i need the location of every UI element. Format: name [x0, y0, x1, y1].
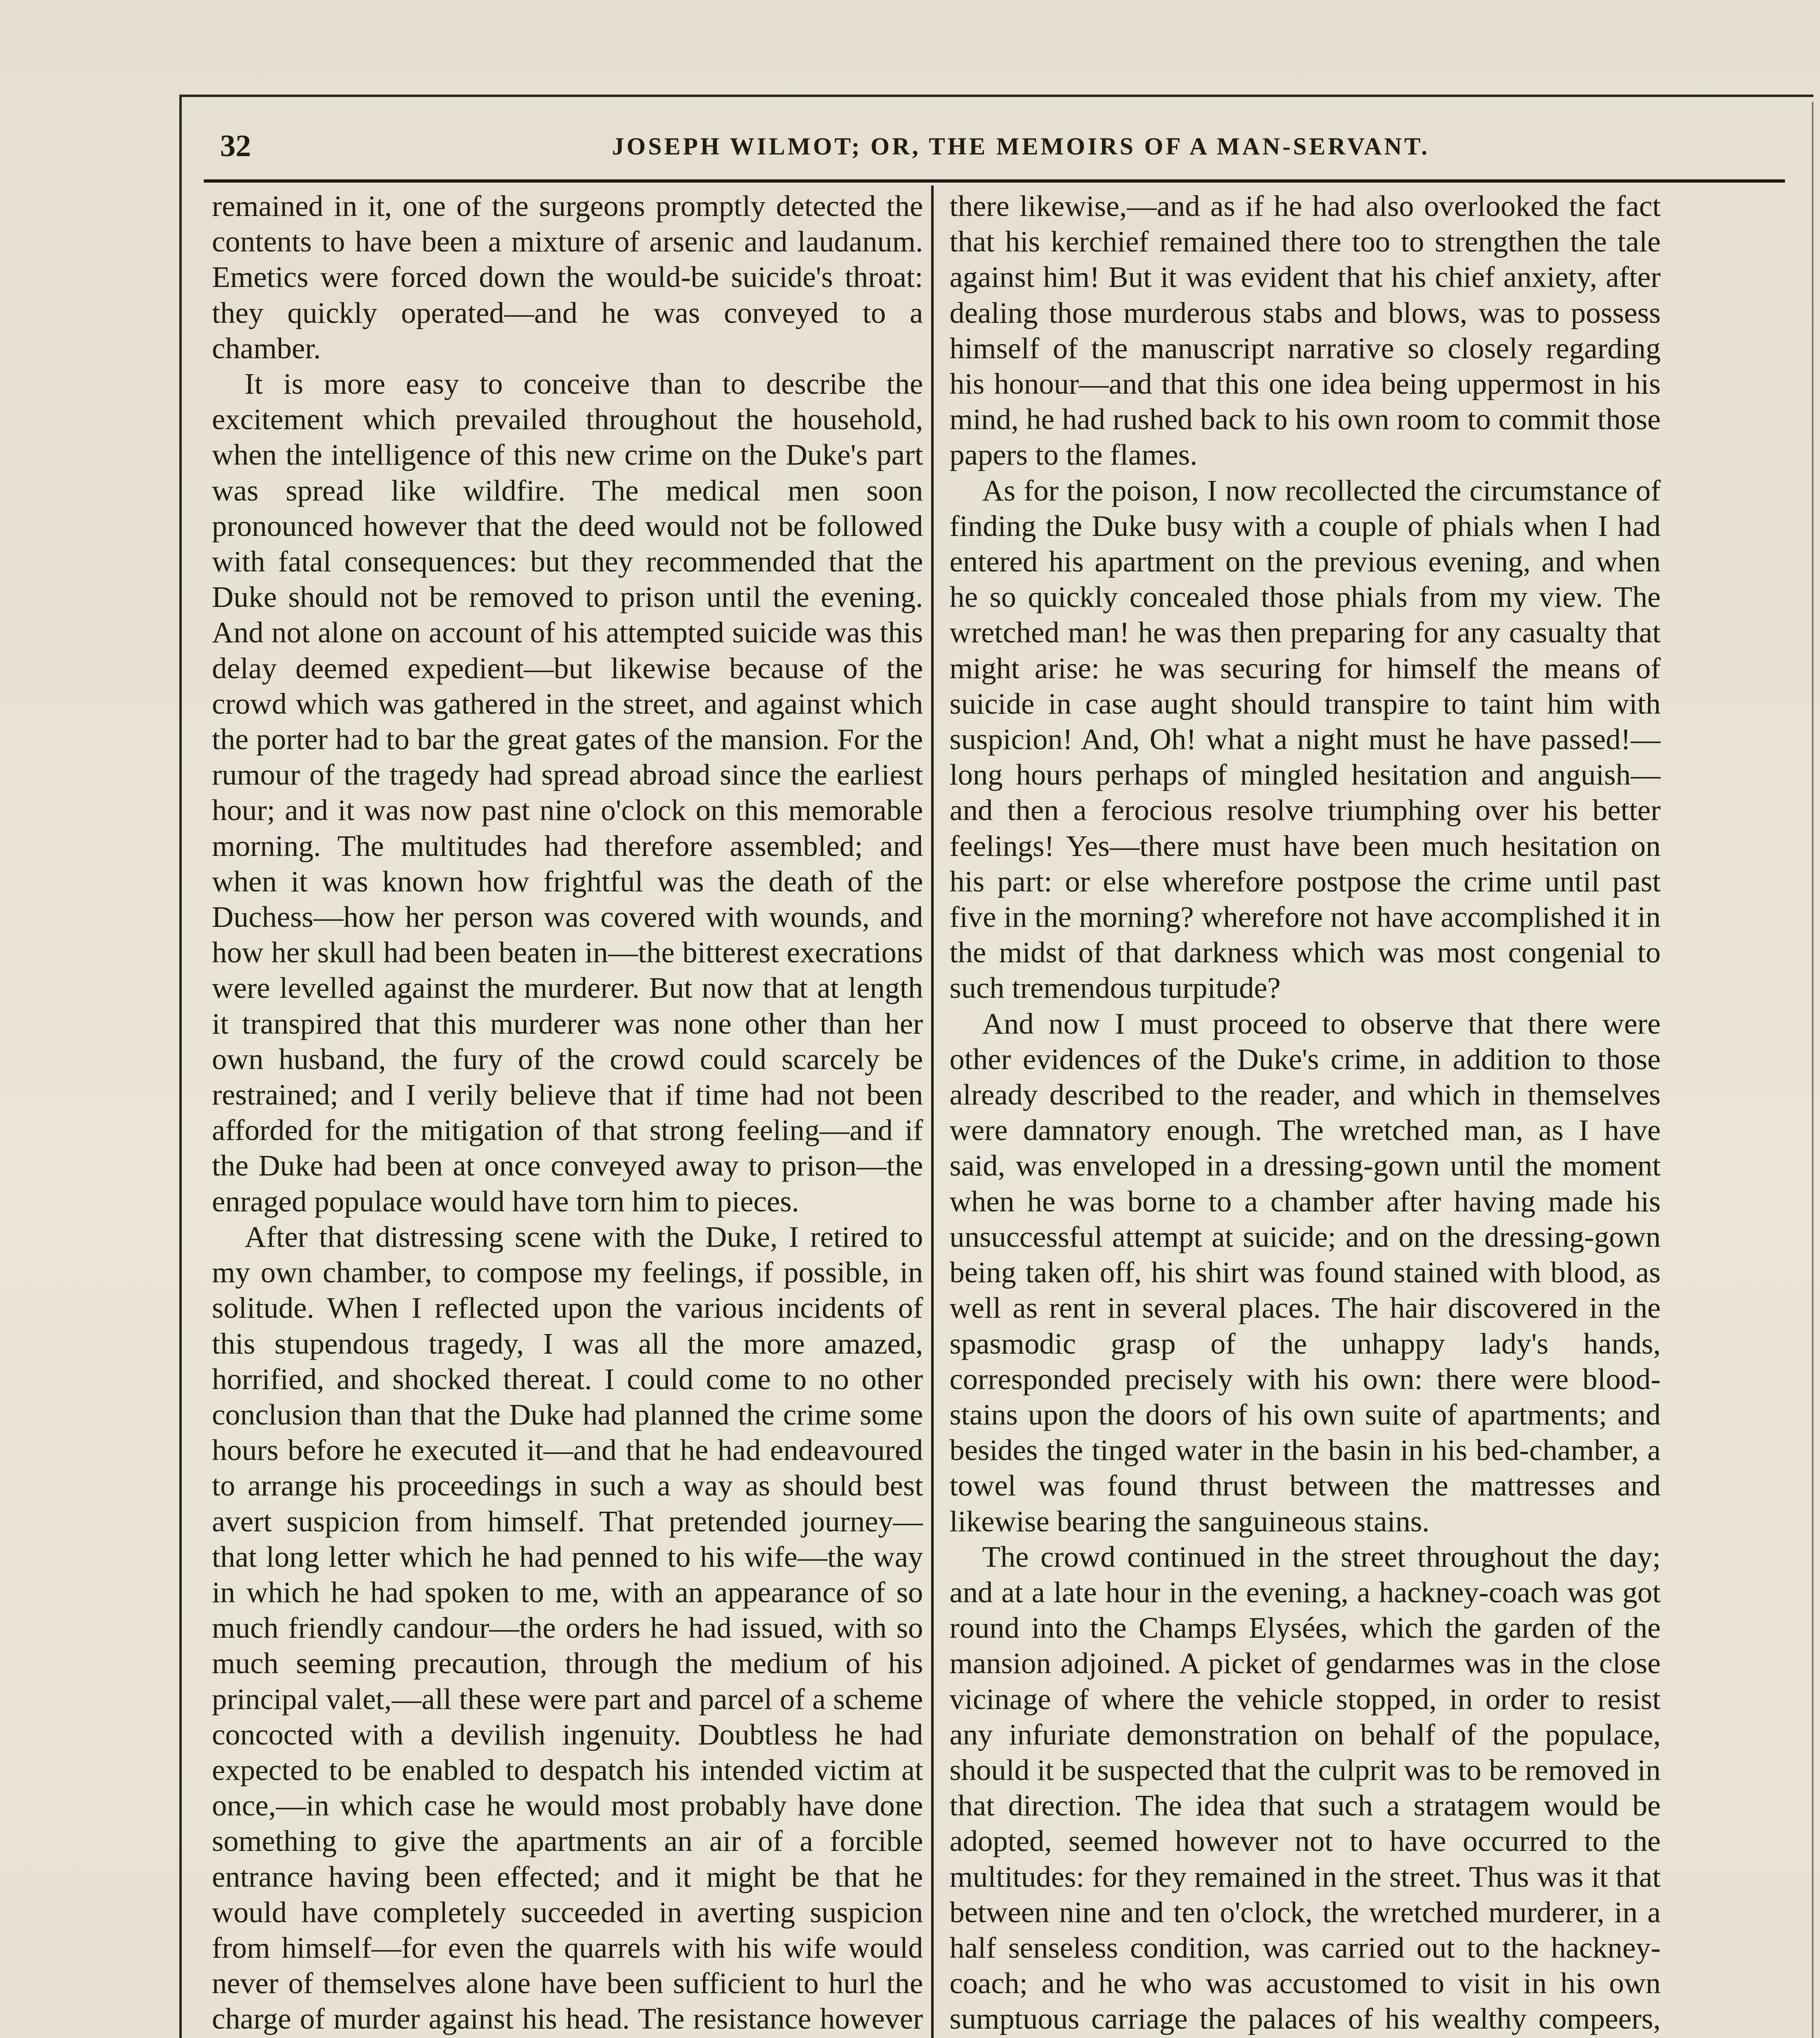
right-column: [950, 188, 1661, 2038]
frame-top-line: [179, 95, 1813, 97]
paragraph: remained in it, one of the surgeons promptly detected the contents to have been a mixture of arsenic and laudanum. Emetics were forced down the would-be suicide's throat: they quickly operated—and he was conveyed to a chamber.: [212, 190, 923, 365]
running-title: JOSEPH WILMOT; OR, THE MEMOIRS OF A MAN-SERVANT.: [612, 133, 1430, 160]
paragraph: After that distressing scene with the Duke, I retired to my own chamber, to compose my feelings, if possible, in solitude. When I reflected upon the various incidents of this stupendous tragedy, I was all the more amazed, horrified, and shocked thereat. I could come to no other conclusion than that the Duke had planned the crime some hours before he executed it—and that he had endeavoured to arrange his proceedings in such a way as should best avert suspicion from himself. That pretended journey—that long letter which he had penned to his wife—the way in which he had spoken to me, with an appearance of so much friendly candour—the orders he had issued, with so much seeming precaution, through the medium of his principal valet,—all these were part and parcel of a scheme concocted with a devilish ingenuity. Doubtless he had expected to be enabled to despatch his intended victim at once,—in which case he would most probably have done something to give the apartments an air of a forcible entrance having been effected; and it might be that he would have completely succeeded in averting suspicion from himself—for even the quarrels with his wife would never of themselves alone have been sufficient to hurl the charge of murder against his head. The resistance however: [212, 1220, 923, 2036]
column-divider: [931, 185, 934, 2038]
paragraph: The crowd continued in the street throughout the day; and at a late hour in the evening, a hackney-coach was got round into the Champs Elysées, which the garden of the mansion adjoined. A picket of gendarmes was in the close vicinage of where the vehicle stopped, in order to resist any infuriate demonstration on behalf of the populace, should it be suspected that the culprit was to be removed in that direction. The idea that such a stratagem would be adopted, seemed however not to have occurred to the multitudes: for they remained in the street. Thus was it that between nine and ten o'clock, the wretched murderer, in a half senseless condition, was carried out to the hackney-coach; and he who was accustomed to visit in his own sumptuous carriage the palaces of his wealthy compeers,: [950, 1540, 1661, 2036]
page-header: [220, 124, 1781, 169]
paragraph: there likewise,—and as if he had also overlooked the fact that his kerchief remained there too to strengthen the tale against him! But it was evident that his chief anxiety, after dealing those murderous stabs and blows, was to possess himself of the manuscript narrative so closely regarding his honour—and that this one idea being uppermost in his mind, he had rushed back to his own room to commit those papers to the flames.: [950, 190, 1661, 472]
header-rule: [204, 179, 1785, 183]
frame-right-line: [1812, 102, 1813, 2038]
paragraph: It is more easy to conceive than to describe the excitement which prevailed throughout the household, when the intelligence of this new crime on the Duke's part was spread like wildfire. The medical men soon pronounced however that the deed would not be followed with fatal consequences: but they recommended that the Duke should not be removed to prison until the evening. And not alone on account of his attempted suicide was this delay deemed expedient—but likewise because of the crowd which was gathered in the street, and against which the porter had to bar the great gates of the mansion. For the rumour of the tragedy had spread abroad since the earliest hour; and it was now past nine o'clock on this memorable morning. The multitudes had therefore assembled; and when it was known how frightful was the death of the Duchess—how her person was covered with wounds, and how her skull had been beaten in—the bitterest execrations were levelled against the murderer. But now that at length it transpired that this murderer was none other than her own husband, the fury of the crowd could scarcely be restrained; and I verily believe that if time had not been afforded for the mitigation of that strong feeling—and if the Duke had been at once conveyed away to prison—the enraged populace would have torn him to pieces.: [212, 367, 923, 1218]
left-column: [212, 188, 923, 2038]
page-number: 32: [220, 129, 251, 163]
frame-left-line: [179, 95, 182, 2038]
paragraph: And now I must proceed to observe that there were other evidences of the Duke's crime, in addition to those already described to the reader, and which in themselves were damnatory enough. The wretched man, as I have said, was enveloped in a dressing-gown until the moment when he was borne to a chamber after having made his unsuccessful attempt at suicide; and on the dressing-gown being taken off, his shirt was found stained with blood, as well as rent in several places. The hair discovered in the spasmodic grasp of the unhappy lady's hands, corresponded precisely with his own: there were blood-stains upon the doors of his own suite of apartments; and besides the tinged water in the basin in his bed-chamber, a towel was found thrust between the mattresses and likewise bearing the sanguineous stains.: [950, 1007, 1661, 1538]
paragraph: As for the poison, I now recollected the circumstance of finding the Duke busy with a couple of phials when I had entered his apartment on the previous evening, and when he so quickly concealed those phials from my view. The wretched man! he was then preparing for any casualty that might arise: he was securing for himself the means of suicide in case aught should transpire to taint him with suspicion! And, Oh! what a night must he have passed!—long hours perhaps of mingled hesitation and anguish—and then a ferocious resolve triumphing over his better feelings! Yes—there must have been much hesitation on his part: or else wherefore postpose the crime until past five in the morning? wherefore not have accomplished it in the midst of that darkness which was most congenial to such tremendous turpitude?: [950, 474, 1661, 1005]
